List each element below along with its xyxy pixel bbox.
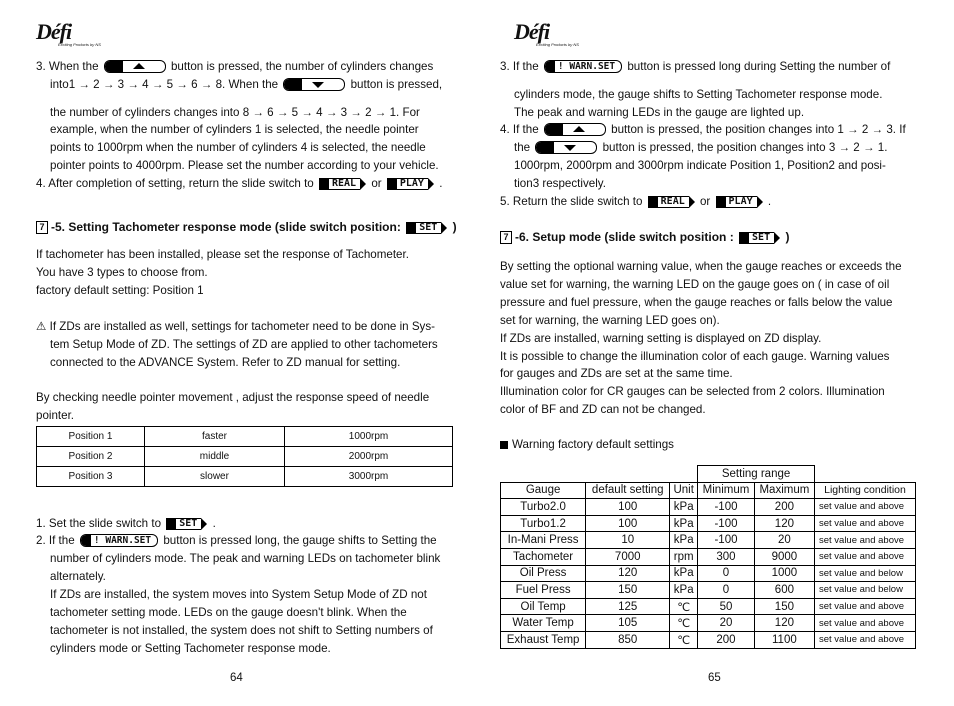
table-row <box>37 467 453 487</box>
rstep3-line2: cylinders mode, the gauge shifts to Setting Tachometer response mode. <box>514 88 883 101</box>
table-header: Gauge <box>501 482 586 499</box>
table-row <box>501 598 916 615</box>
table-cell: kPa <box>670 532 698 549</box>
setstep2-line7: cylinders mode or Setting Tachometer response mode. <box>50 642 331 655</box>
up-button-icon <box>544 123 606 136</box>
table-cell: set value and above <box>814 548 915 565</box>
table-cell: rpm <box>670 548 698 565</box>
setstep1-text: 1. Set the slide switch to <box>36 517 162 530</box>
table-row <box>501 582 916 599</box>
set-switch-icon: SET <box>166 518 207 530</box>
table-row <box>37 427 453 447</box>
play-switch-icon: PLAY <box>716 196 763 208</box>
table-cell: set value and above <box>814 515 915 532</box>
warning-defaults-text: Warning factory default settings <box>512 438 674 451</box>
logo-tagline: Exciting Products by NS <box>536 42 579 47</box>
table-row <box>501 615 916 632</box>
table-cell <box>814 466 915 483</box>
table-cell: 200 <box>698 631 755 648</box>
table-cell: 120 <box>754 515 814 532</box>
setstep2-line4: If ZDs are installed, the system moves into System Setup Mode of ZD not <box>50 588 427 601</box>
table-cell: kPa <box>670 515 698 532</box>
logo-brand: Défi <box>514 19 550 44</box>
table-cell: 600 <box>754 582 814 599</box>
rstep5-text: 5. Return the slide switch to <box>500 195 643 208</box>
table-cell: set value and above <box>814 598 915 615</box>
section-heading-5 <box>36 219 457 236</box>
warning-defaults-label <box>500 436 674 453</box>
table-cell: 105 <box>586 615 670 632</box>
table-cell: 0 <box>698 565 755 582</box>
desc-line8: Illumination color for CR gauges can be selected from 2 colors. Illumination <box>500 385 885 398</box>
table-cell: Position 2 <box>37 447 145 467</box>
table-cell: set value and above <box>814 532 915 549</box>
table-cell: 200 <box>754 499 814 516</box>
table-header: Minimum <box>698 482 755 499</box>
table-cell: 100 <box>586 499 670 516</box>
table-row <box>501 499 916 516</box>
note-line1 <box>36 318 435 335</box>
table-cell: set value and below <box>814 582 915 599</box>
table-cell: 0 <box>698 582 755 599</box>
setstep2-line2: number of cylinders mode. The peak and warning LEDs on tachometer blink <box>50 552 441 565</box>
step3-line5: points to 1000rpm when the number of cylinders 4 is selected, the needle <box>50 141 426 154</box>
table-cell: 850 <box>586 631 670 648</box>
table-row <box>501 466 916 483</box>
para-2: You have 3 types to choose from. <box>36 266 208 279</box>
setstep1-line <box>36 515 216 532</box>
table-header: Maximum <box>754 482 814 499</box>
real-switch-icon: REAL <box>319 178 366 190</box>
table-cell: Exhaust Temp <box>501 631 586 648</box>
play-switch-icon: PLAY <box>387 178 434 190</box>
rstep3-text-b: button is pressed long during Setting the number of <box>627 60 891 73</box>
check-line1: By checking needle pointer movement , adjust the response speed of needle <box>36 391 430 404</box>
step3-line2-end: button is pressed, <box>350 78 443 91</box>
table-cell: set value and above <box>814 499 915 516</box>
table-cell: set value and above <box>814 615 915 632</box>
table-cell: 20 <box>698 615 755 632</box>
step3-line2 <box>50 76 442 93</box>
logo-tagline: Exciting Products by NS <box>58 42 101 47</box>
table-cell: 1000 <box>754 565 814 582</box>
table-row <box>501 565 916 582</box>
table-cell: Fuel Press <box>501 582 586 599</box>
setstep2-text-a: 2. If the <box>36 534 75 547</box>
table-row <box>501 532 916 549</box>
real-switch-icon: REAL <box>648 196 695 208</box>
table-cell: Position 3 <box>37 467 145 487</box>
table-cell: Oil Temp <box>501 598 586 615</box>
rstep3-line1 <box>500 58 890 75</box>
table-cell: 1000rpm <box>285 427 453 447</box>
rstep4-line1 <box>500 121 906 138</box>
rstep4-line4: tion3 respectively. <box>514 177 606 190</box>
table-cell: slower <box>145 467 285 487</box>
table-cell: 10 <box>586 532 670 549</box>
desc-line4: set for warning, the warning LED goes on). <box>500 314 720 327</box>
table-row <box>501 548 916 565</box>
table-cell: ℃ <box>670 615 698 632</box>
para-1: If tachometer has been installed, please set the response of Tachometer. <box>36 248 409 261</box>
section-number-icon: 7 <box>36 221 48 234</box>
table-cell: Tachometer <box>501 548 586 565</box>
down-button-icon <box>283 78 345 91</box>
desc-line6: It is possible to change the illumination color of each gauge. Warning values <box>500 350 890 363</box>
response-table <box>36 426 453 487</box>
table-cell: -100 <box>698 532 755 549</box>
rstep4-line2-b: button is pressed, the position changes into 3 → 2 → 1. <box>602 141 888 154</box>
table-cell: -100 <box>698 499 755 516</box>
step3-line6: pointer points to 4000rpm. Please set the number according to your vehicle. <box>50 159 439 172</box>
page-number-right: 65 <box>708 672 721 684</box>
up-button-icon <box>104 60 166 73</box>
table-cell: faster <box>145 427 285 447</box>
step3-line4: example, when the number of cylinders 1 is selected, the needle pointer <box>50 123 419 136</box>
check-line2: pointer. <box>36 409 75 422</box>
desc-line7: for gauges and ZDs are set at the same time. <box>500 367 733 380</box>
table-header: default setting <box>586 482 670 499</box>
section-heading-6 <box>500 229 789 246</box>
desc-line1: By setting the optional warning value, when the gauge reaches or exceeds the <box>500 260 902 273</box>
table-cell: 2000rpm <box>285 447 453 467</box>
warning-triangle-icon: ⚠ <box>36 320 47 333</box>
defi-logo <box>36 19 101 47</box>
para-3: factory default setting: Position 1 <box>36 284 204 297</box>
rstep4-text-a: 4. If the <box>500 123 539 136</box>
rstep4-text-b: button is pressed, the position changes into 1 → 2 → 3. If <box>611 123 906 136</box>
table-cell: 7000 <box>586 548 670 565</box>
table-cell: Turbo1.2 <box>501 515 586 532</box>
rstep3-line3: The peak and warning LEDs in the gauge are lighted up. <box>514 106 805 119</box>
setstep2-line6: tachometer is not installed, the system does not shift to Setting numbers of <box>50 624 433 637</box>
table-cell: set value and below <box>814 565 915 582</box>
right-page <box>477 0 954 706</box>
table-cell: Position 1 <box>37 427 145 447</box>
down-button-icon <box>535 141 597 154</box>
table-cell: Turbo2.0 <box>501 499 586 516</box>
warn-set-button-icon: ! WARN.SET <box>80 534 158 547</box>
rstep4-line2-a: the <box>514 141 531 154</box>
table-cell: set value and above <box>814 631 915 648</box>
step4-line <box>36 175 442 192</box>
step4-end: . <box>439 177 443 190</box>
rstep5-or: or <box>699 195 711 208</box>
heading-text: -6. Setup mode (slide switch position : <box>515 230 734 244</box>
table-cell: 20 <box>754 532 814 549</box>
table-cell: Water Temp <box>501 615 586 632</box>
heading-text: -5. Setting Tachometer response mode (slide switch position: <box>51 220 401 234</box>
step4-or: or <box>371 177 382 190</box>
rstep5-line <box>500 193 771 210</box>
desc-line9: color of BF and ZD can not be changed. <box>500 403 706 416</box>
table-cell: 100 <box>586 515 670 532</box>
rstep5-end: . <box>767 195 772 208</box>
table-header-row <box>501 482 916 499</box>
table-cell: ℃ <box>670 631 698 648</box>
table-cell: Oil Press <box>501 565 586 582</box>
table-cell: 150 <box>754 598 814 615</box>
desc-line3: pressure and fuel pressure, when the gauge reaches or falls below the value <box>500 296 893 309</box>
setstep2-line5: tachometer setting mode. LEDs on the gauge doesn't blink. When the <box>50 606 407 619</box>
table-header: Lighting condition <box>814 482 915 499</box>
square-bullet-icon <box>500 441 508 449</box>
table-cell: 120 <box>754 615 814 632</box>
table-row <box>501 515 916 532</box>
table-row <box>501 631 916 648</box>
table-cell: 1100 <box>754 631 814 648</box>
table-cell: -100 <box>698 515 755 532</box>
table-cell: kPa <box>670 582 698 599</box>
section-number-icon: 7 <box>500 231 512 244</box>
setstep2-line3: alternately. <box>50 570 106 583</box>
table-cell: 120 <box>586 565 670 582</box>
set-switch-icon: SET <box>406 222 447 234</box>
table-cell: 125 <box>586 598 670 615</box>
table-cell: ℃ <box>670 598 698 615</box>
warn-set-button-icon: ! WARN.SET <box>544 60 622 73</box>
table-cell: 50 <box>698 598 755 615</box>
step3-text-b: button is pressed, the number of cylinders changes <box>170 60 434 73</box>
setting-range-header: Setting range <box>698 466 815 483</box>
table-cell: middle <box>145 447 285 467</box>
table-cell: 9000 <box>754 548 814 565</box>
desc-line2: value set for warning, the warning LED on the gauge goes on ( in case of oil <box>500 278 890 291</box>
table-cell: kPa <box>670 565 698 582</box>
set-switch-icon: SET <box>739 232 780 244</box>
setstep2-text-b: button is pressed long, the gauge shifts to Setting the <box>163 534 437 547</box>
step3-line2-text: into1 → 2 → 3 → 4 → 5 → 6 → 8. When the <box>50 78 279 91</box>
page-number-left: 64 <box>230 672 243 684</box>
note-text-1: If ZDs are installed as well, settings for tachometer need to be done in Sys- <box>49 320 436 333</box>
desc-line5: If ZDs are installed, warning setting is displayed on ZD display. <box>500 332 822 345</box>
step3-line3: the number of cylinders changes into 8 → 6 → 5 → 4 → 3 → 2 → 1. For <box>50 106 420 119</box>
note-line2: tem Setup Mode of ZD. The settings of ZD are applied to other tachometers <box>50 338 438 351</box>
table-header: Unit <box>670 482 698 499</box>
heading-end: ) <box>452 220 457 234</box>
rstep4-line3: 1000rpm, 2000rpm and 3000rpm indicate Position 1, Position2 and posi- <box>514 159 886 172</box>
table-row <box>37 447 453 467</box>
note-line3: connected to the ADVANCE System. Refer to ZD manual for setting. <box>50 356 401 369</box>
setstep2-line <box>36 532 437 549</box>
table-cell: 150 <box>586 582 670 599</box>
setstep1-end: . <box>212 517 216 530</box>
step4-text: 4. After completion of setting, return the slide switch to <box>36 177 314 190</box>
table-cell: 3000rpm <box>285 467 453 487</box>
warning-settings-table <box>500 465 916 649</box>
rstep4-line2 <box>514 139 887 156</box>
table-cell: 300 <box>698 548 755 565</box>
table-cell: In-Mani Press <box>501 532 586 549</box>
heading-end: ) <box>785 230 790 244</box>
logo-brand: Défi <box>36 19 72 44</box>
defi-logo <box>514 19 579 47</box>
rstep3-text-a: 3. If the <box>500 60 539 73</box>
table-cell: kPa <box>670 499 698 516</box>
step3-text-a: 3. When the <box>36 60 99 73</box>
step3-line1 <box>36 58 433 75</box>
table-cell <box>501 466 698 483</box>
